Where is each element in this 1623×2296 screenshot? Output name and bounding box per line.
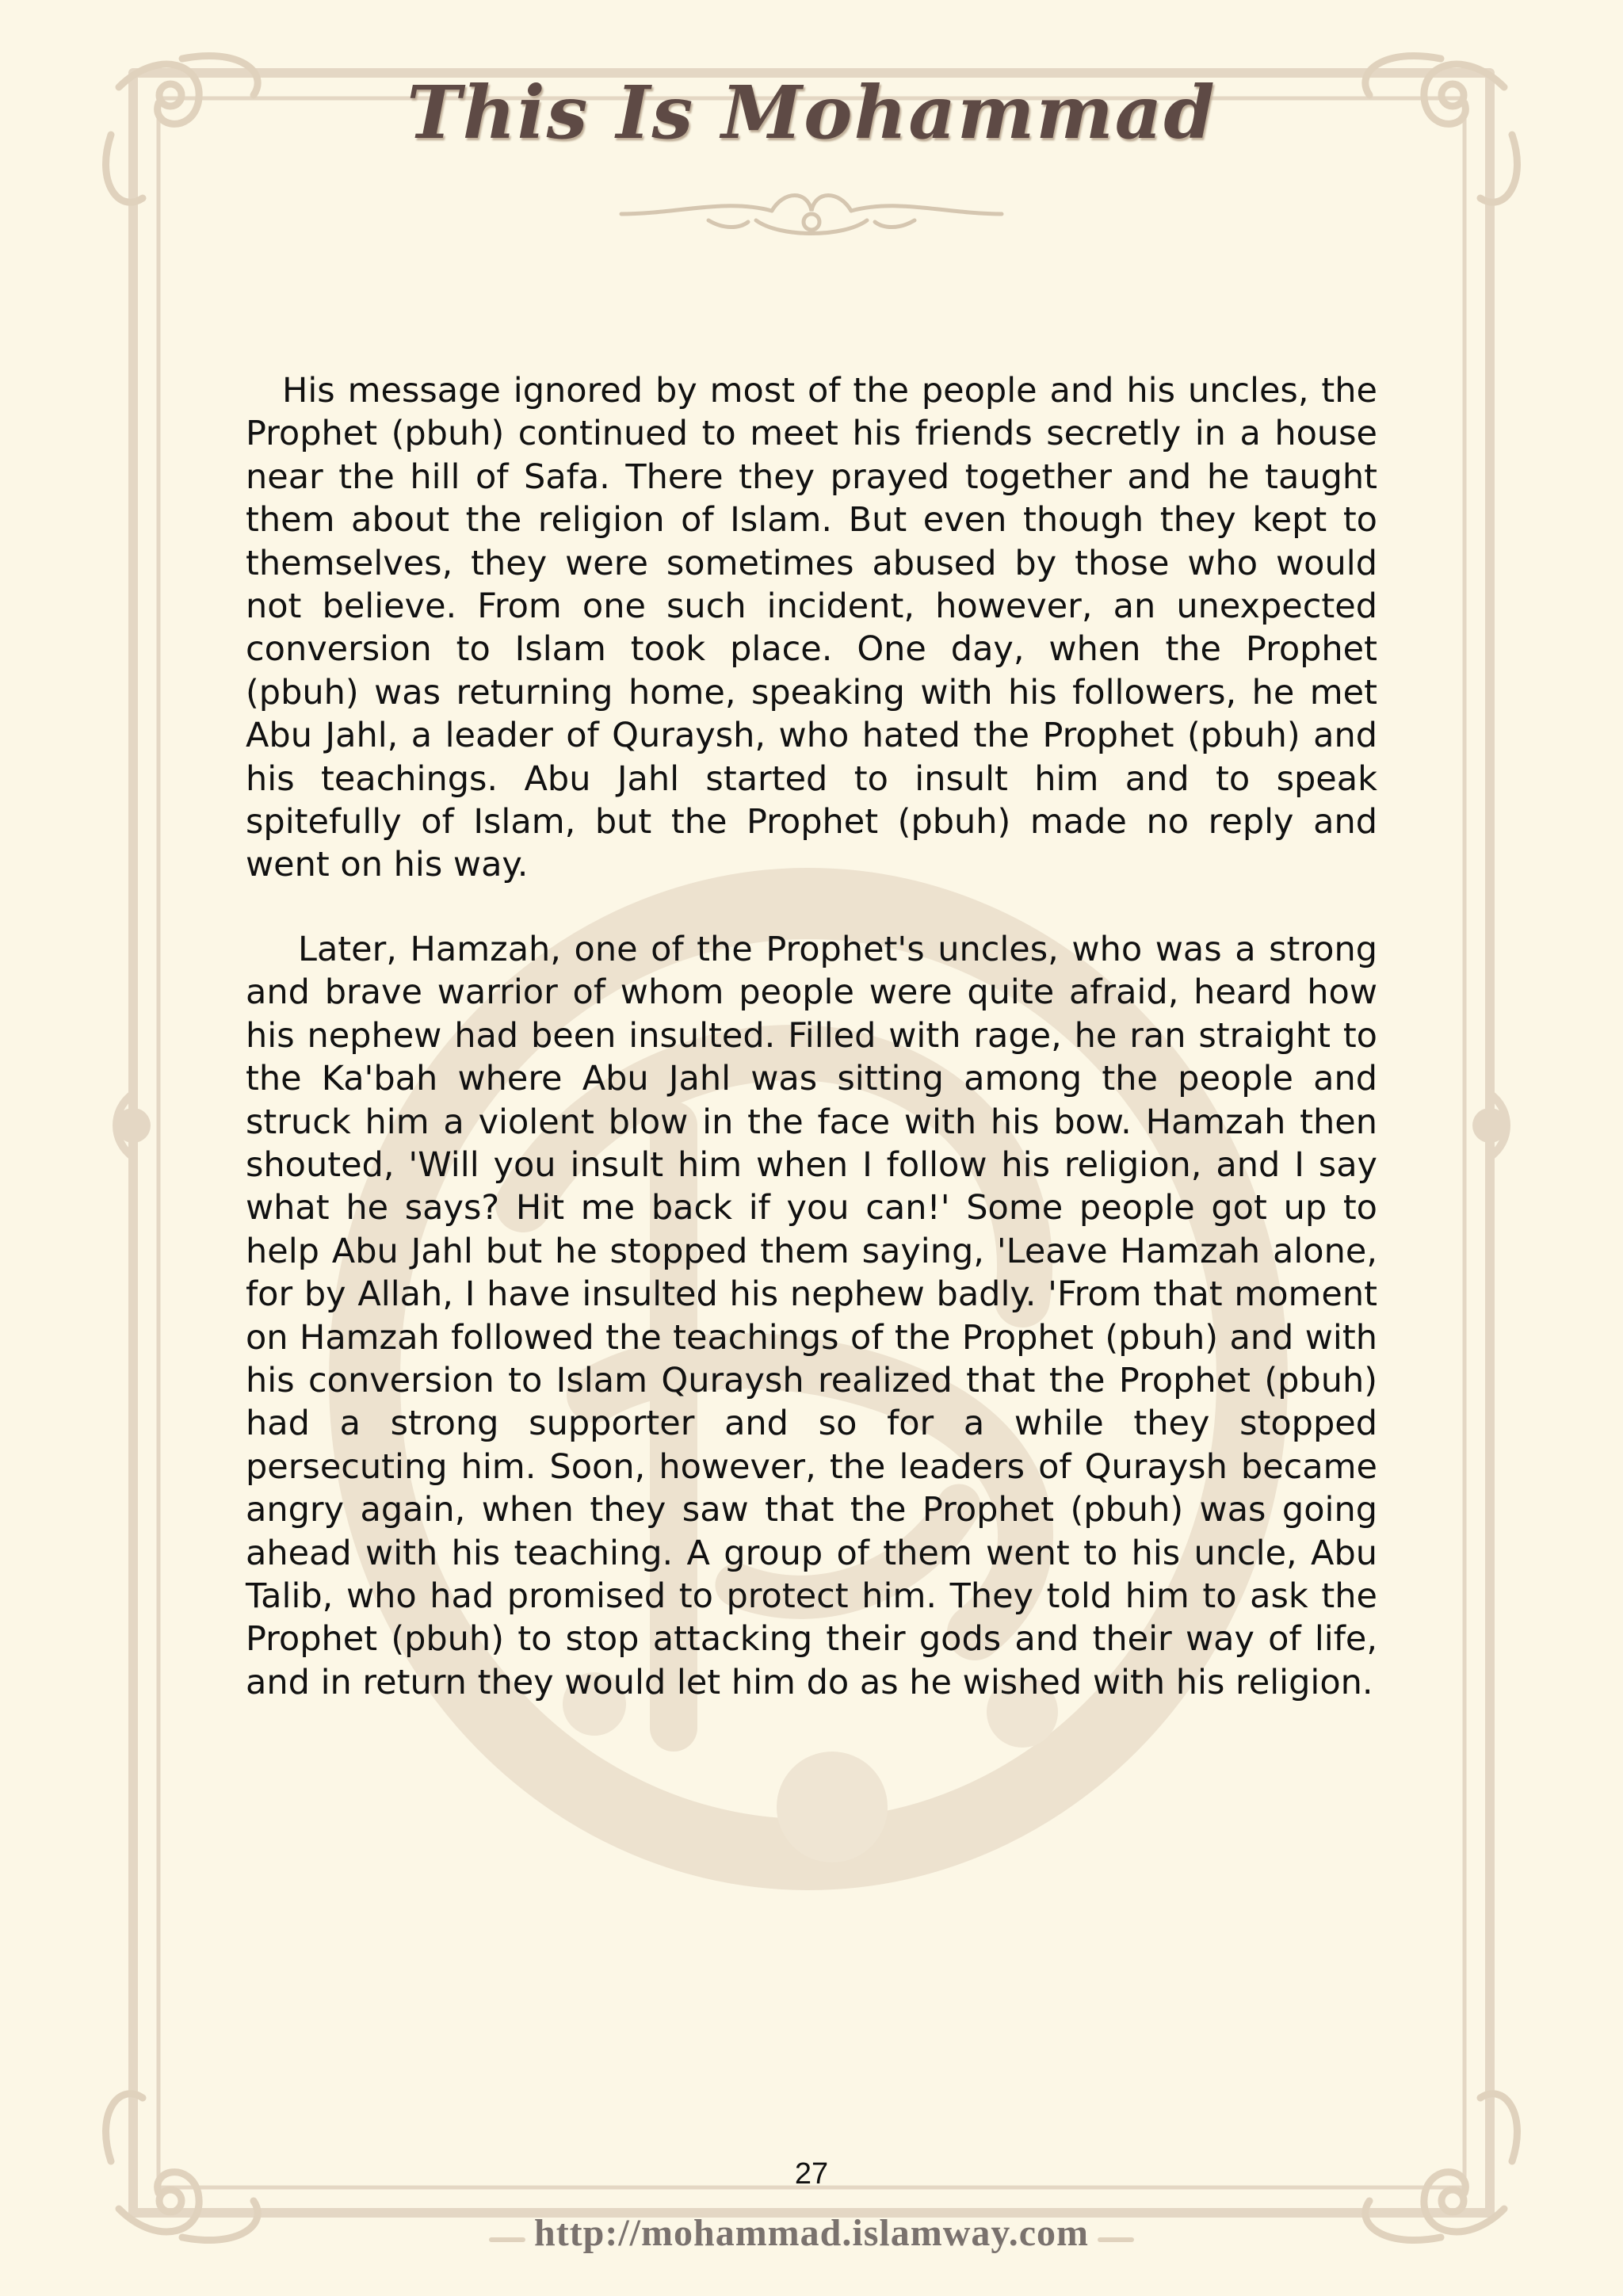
page-title: This Is Mohammad: [407, 70, 1216, 155]
paragraph: His message ignored by most of the people and his uncles, the Prophet (pbuh) continued to meet his friends secretly in a house near the hill of Safa. There they prayed together and he taught them about the religion of Islam. But even though they kept to themselves, they were sometimes abused by those who would not believe. From one such incident, however, an unexpected conversion to Islam took place. One day, when the Prophet (pbuh) was returning home, speaking with his followers, he met Abu Jahl, a leader of Quraysh, who hated the Prophet (pbuh) and his teachings. Abu Jahl started to insult him and to speak spitefully of Islam, but the Prophet (pbuh) made no reply and went on his way.: [246, 371, 1377, 885]
flourish-divider-icon: [613, 182, 1010, 246]
paragraph: Later, Hamzah, one of the Prophet's uncles, who was a strong and brave warrior of whom people were quite afraid, heard how his nephew had been insulted. Filled with rage, he ran straight to the Ka'bah where Abu Jahl was sitting among the people and struck him a violent blow in the face with his bow. Hamzah then shouted, 'Will you insult him when I follow his religion, and I say what he says? Hit me back if you can!' Some people got up to help Abu Jahl but he stopped them saying, 'Leave Hamzah alone, for by Allah, I have insulted his nephew badly. 'From that moment on Hamzah followed the teachings of the Prophet (pbuh) and with his conversion to Islam Quraysh realized that the Prophet (pbuh) had a strong supporter and so for a while they stopped persecuting him. Soon, however, the leaders of Quraysh became angry again, when they saw that the Prophet (pbuh) was going ahead with his teaching. A group of them went to his uncle, Abu Talib, who had promised to protect him. They told him to ask the Prophet (pbuh) to stop attacking their gods and their way of life, and in return they would let him do as he wished with his religion.: [246, 929, 1377, 1702]
body-text: [246, 369, 1377, 1704]
page-number: 27: [794, 2157, 829, 2191]
footer-url: http://mohammad.islamway.com: [534, 2212, 1089, 2254]
